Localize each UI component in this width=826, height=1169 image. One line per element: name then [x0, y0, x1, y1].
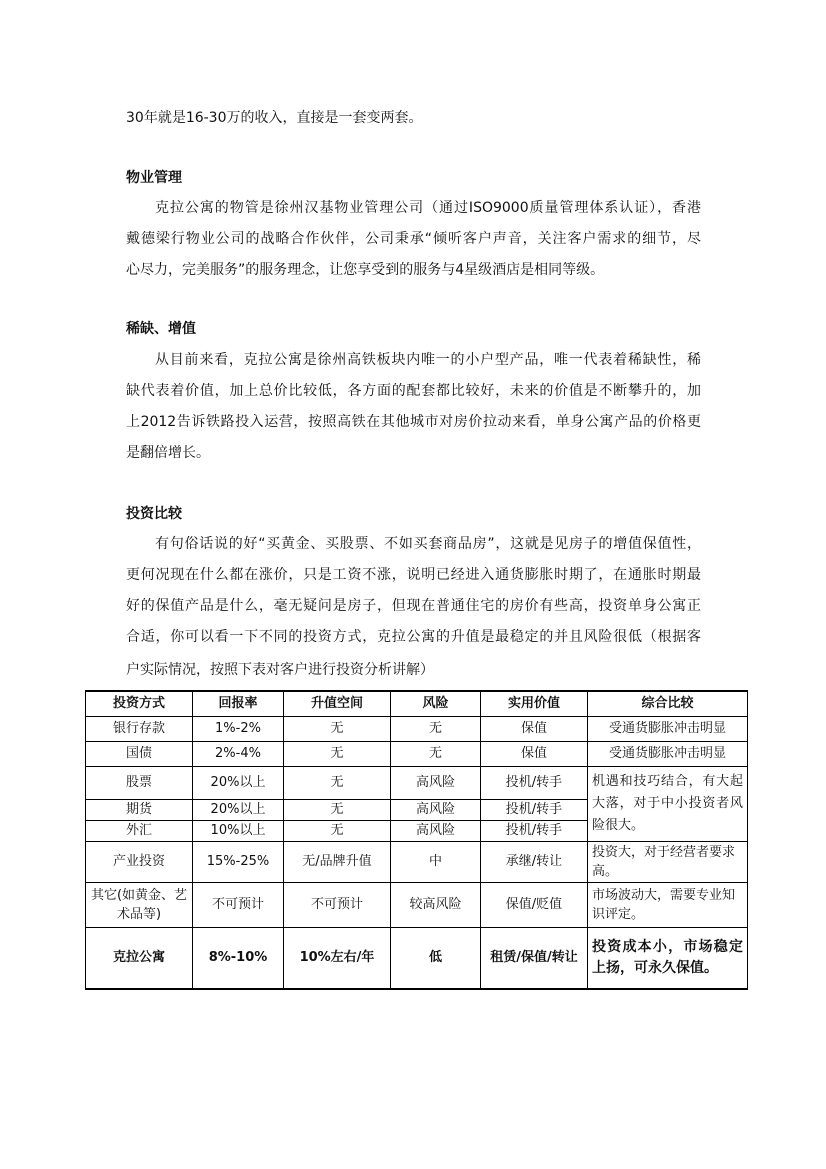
- cell-appreciation: 不可预计: [284, 883, 391, 928]
- cell-use: 保值: [481, 742, 588, 767]
- cell-use: 承继/转让: [481, 842, 588, 883]
- cell-return: 15%-25%: [193, 842, 284, 883]
- investment-line: 好的保值产品是什么，毫无疑问是房子，但现在普通住宅的房价有些高，投资单身公寓正: [126, 598, 701, 614]
- cell-use: 投机/转手: [481, 800, 588, 821]
- cell-return: 8%-10%: [193, 928, 284, 990]
- cell-appreciation: 无: [284, 767, 391, 800]
- cell-method: 外汇: [86, 821, 193, 842]
- cell-appreciation: 10%左右/年: [284, 928, 391, 990]
- cell-risk: 高风险: [391, 821, 481, 842]
- table-row: [86, 883, 748, 928]
- cell-summary: 投资成本小，市场稳定上扬，可永久保值。: [588, 928, 748, 990]
- header-return: 回报率: [193, 691, 284, 717]
- cell-return: 2%-4%: [193, 742, 284, 767]
- cell-method: 股票: [86, 767, 193, 800]
- intro-tail-text: 30年就是16-30万的收入，直接是一套变两套。: [126, 110, 423, 126]
- table-row: [86, 717, 748, 742]
- cell-return: 20%以上: [193, 800, 284, 821]
- property-line: 心尽力，完美服务”的服务理念，让您享受到的服务与4星级酒店是相同等级。: [126, 262, 605, 278]
- cell-appreciation: 无: [284, 742, 391, 767]
- cell-use: 租赁/保值/转让: [481, 928, 588, 990]
- cell-summary: 市场波动大，需要专业知识评定。: [588, 883, 748, 928]
- cell-summary: 受通货膨胀冲击明显: [588, 742, 748, 767]
- cell-appreciation: 无: [284, 717, 391, 742]
- investment-line: 更何况现在什么都在涨价，只是工资不涨，说明已经进入通货膨胀时期了，在通胀时期最: [126, 567, 701, 583]
- scarcity-line: 上2012告诉铁路投入运营，按照高铁在其他城市对房价拉动来看，单身公寓产品的价格更: [126, 414, 701, 430]
- scarcity-heading: 稀缺、增值: [126, 321, 196, 337]
- cell-return: 1%-2%: [193, 717, 284, 742]
- property-heading: 物业管理: [126, 170, 182, 186]
- header-appreciation: 升值空间: [284, 691, 391, 717]
- investment-line: 合适，你可以看一下不同的投资方式，克拉公寓的升值是最稳定的并且风险很低（根据客: [126, 629, 701, 645]
- header-summary: 综合比较: [588, 691, 748, 717]
- cell-appreciation: 无/品牌升值: [284, 842, 391, 883]
- cell-risk: 无: [391, 717, 481, 742]
- cell-risk: 高风险: [391, 800, 481, 821]
- investment-line: 有句俗话说的好“买黄金、买股票、不如买套商品房”，这就是见房子的增值保值性，: [155, 536, 701, 552]
- property-line: 戴德梁行物业公司的战略合作伙伴，公司秉承“倾听客户声音，关注客户需求的细节，尽: [126, 231, 701, 247]
- cell-appreciation: 无: [284, 800, 391, 821]
- cell-use: 投机/转手: [481, 767, 588, 800]
- cell-risk: 中: [391, 842, 481, 883]
- cell-use: 保值/贬值: [481, 883, 588, 928]
- cell-risk: 较高风险: [391, 883, 481, 928]
- table-row: [86, 767, 748, 800]
- cell-use: 保值: [481, 717, 588, 742]
- investment-heading: 投资比较: [126, 506, 182, 522]
- cell-summary: 受通货膨胀冲击明显: [588, 717, 748, 742]
- cell-method: 银行存款: [86, 717, 193, 742]
- cell-return: 20%以上: [193, 767, 284, 800]
- table-row: [86, 842, 748, 883]
- header-risk: 风险: [391, 691, 481, 717]
- cell-summary-merged: 机遇和技巧结合，有大起大落，对于中小投资者风险很大。: [588, 767, 748, 842]
- cell-method: 克拉公寓: [86, 928, 193, 990]
- scarcity-line: 从目前来看，克拉公寓是徐州高铁板块内唯一的小户型产品，唯一代表着稀缺性，稀: [155, 352, 701, 368]
- table-row: [86, 742, 748, 767]
- cell-risk: 无: [391, 742, 481, 767]
- investment-line: 户实际情况，按照下表对客户进行投资分析讲解）: [126, 662, 434, 678]
- table-header-row: [86, 691, 748, 717]
- header-method: 投资方式: [86, 691, 193, 717]
- cell-risk: 高风险: [391, 767, 481, 800]
- cell-method: 产业投资: [86, 842, 193, 883]
- cell-method: 其它(如黄金、艺术品等): [86, 883, 193, 928]
- table-row-highlight: [86, 928, 748, 990]
- scarcity-line: 是翻倍增长。: [126, 445, 210, 461]
- cell-method: 国债: [86, 742, 193, 767]
- property-line: 克拉公寓的物管是徐州汉基物业管理公司（通过ISO9000质量管理体系认证），香港: [155, 200, 701, 216]
- cell-use: 投机/转手: [481, 821, 588, 842]
- cell-method: 期货: [86, 800, 193, 821]
- investment-comparison-table: [85, 690, 748, 990]
- cell-summary: 投资大，对于经营者要求高。: [588, 842, 748, 883]
- cell-risk: 低: [391, 928, 481, 990]
- scarcity-line: 缺代表着价值，加上总价比较低，各方面的配套都比较好，未来的价值是不断攀升的，加: [126, 383, 701, 399]
- cell-appreciation: 无: [284, 821, 391, 842]
- cell-return: 不可预计: [193, 883, 284, 928]
- cell-return: 10%以上: [193, 821, 284, 842]
- header-use: 实用价值: [481, 691, 588, 717]
